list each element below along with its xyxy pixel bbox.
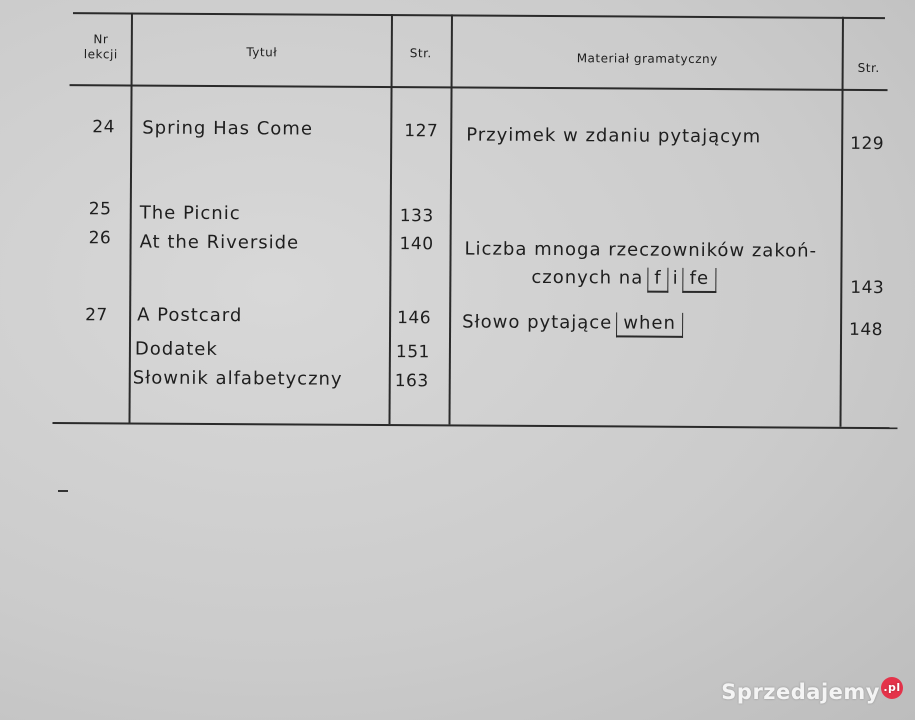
connector-text: i xyxy=(672,267,679,289)
grammar-page: 148 xyxy=(849,319,884,341)
boxed-ending: fe xyxy=(683,268,717,293)
grammar-topic-continued xyxy=(531,267,720,293)
lesson-number: 24 xyxy=(92,117,115,138)
boxed-ending: f xyxy=(647,268,668,293)
column-divider-1 xyxy=(128,12,133,422)
dictionary-title: Słownik alfabetyczny xyxy=(132,367,343,390)
table-top-border xyxy=(73,12,885,19)
grammar-topic: Przyimek w zdaniu pytającym xyxy=(466,124,762,148)
boxed-word: when xyxy=(616,312,683,337)
lesson-page: 146 xyxy=(397,308,432,329)
stray-mark xyxy=(58,490,68,492)
header-grammar: Materiał gramatyczny xyxy=(576,51,718,67)
column-divider-2 xyxy=(388,14,393,424)
header-divider xyxy=(70,84,888,91)
lesson-title: The Picnic xyxy=(139,202,241,225)
appendix-title: Dodatek xyxy=(134,338,218,361)
lesson-number: 27 xyxy=(85,305,108,326)
table-bottom-border xyxy=(52,422,897,429)
lesson-title: Spring Has Come xyxy=(142,117,314,140)
lesson-title: A Postcard xyxy=(137,304,243,327)
lesson-page: 127 xyxy=(404,121,439,142)
header-page: Str. xyxy=(409,46,432,61)
watermark-badge: .pl xyxy=(881,677,903,699)
grammar-text: czonych na xyxy=(531,266,644,289)
column-divider-3 xyxy=(448,14,453,424)
header-grammar-page: Str. xyxy=(857,60,880,76)
appendix-page: 151 xyxy=(395,342,430,363)
grammar-topic: Liczba mnoga rzeczowników zakoń- xyxy=(464,238,818,262)
lesson-number: 25 xyxy=(88,199,112,220)
grammar-text: Słowo pytające xyxy=(462,311,613,334)
table-of-contents xyxy=(52,12,915,442)
lesson-page: 133 xyxy=(399,206,434,227)
lesson-number: 26 xyxy=(88,228,112,249)
header-title: Tytuł xyxy=(246,45,278,60)
lesson-title: At the Riverside xyxy=(139,231,300,254)
watermark-text: Sprzedajemy xyxy=(721,680,880,704)
header-lesson-number: Nr lekcji xyxy=(83,32,118,62)
grammar-page: 143 xyxy=(850,277,885,299)
watermark-logo xyxy=(721,677,903,704)
grammar-topic xyxy=(462,311,687,337)
dictionary-page: 163 xyxy=(394,371,429,392)
lesson-page: 140 xyxy=(399,234,434,255)
grammar-page: 129 xyxy=(850,133,885,155)
column-divider-4 xyxy=(839,17,844,427)
